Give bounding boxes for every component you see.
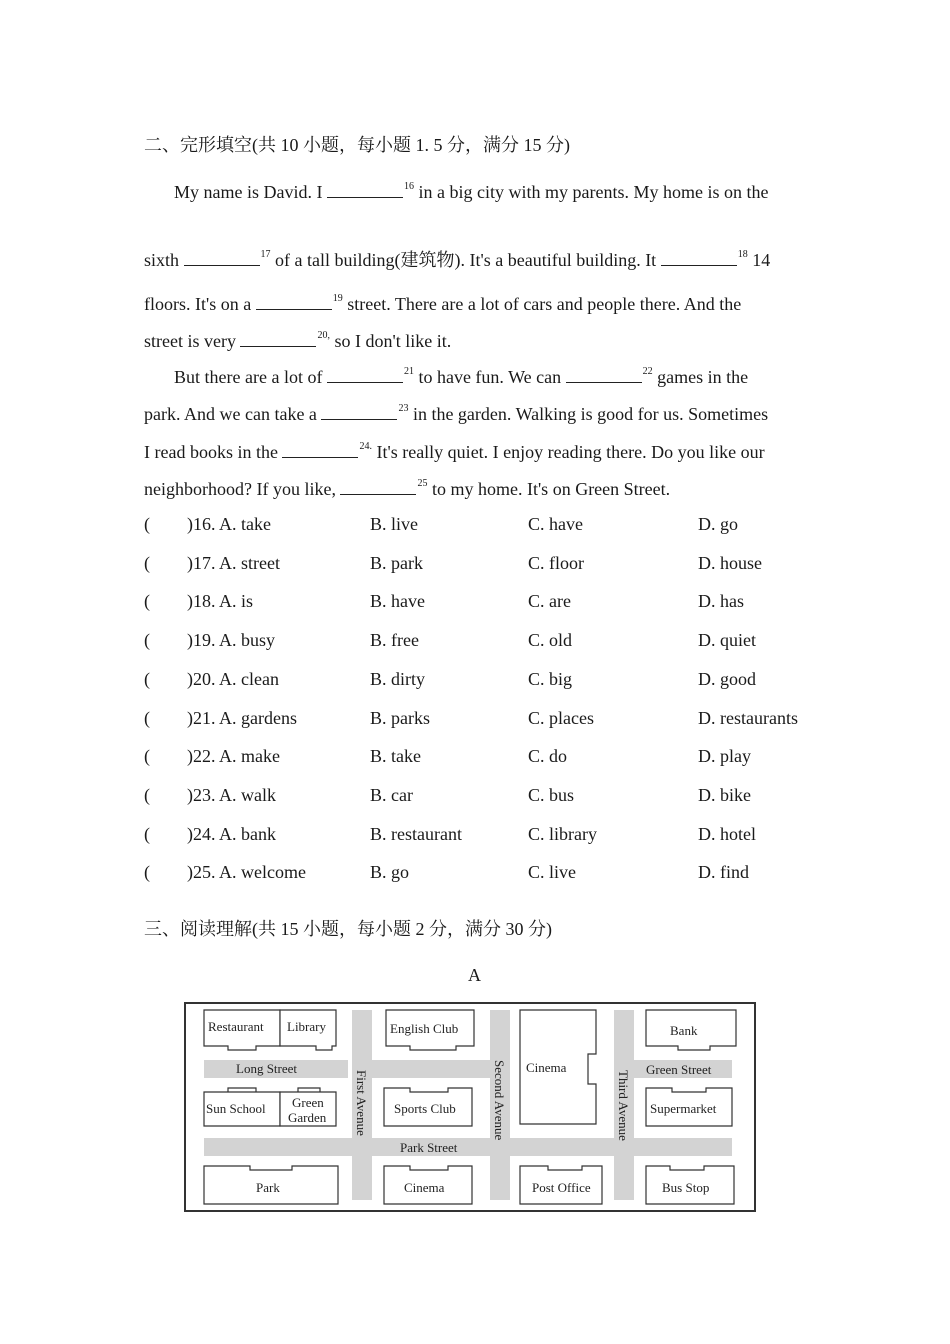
- answer-paren[interactable]: (: [144, 591, 150, 611]
- question-option-d: D. house: [698, 553, 762, 573]
- answer-blank: [327, 183, 403, 198]
- question-option-d: D. has: [698, 591, 744, 611]
- question-option-c: C. library: [528, 824, 597, 844]
- question-option-d: D. find: [698, 862, 749, 882]
- answer-blank: [321, 405, 397, 420]
- question-option-b: B. free: [370, 630, 419, 650]
- question-option-a: )21. A. gardens: [187, 708, 297, 728]
- question-option-c: C. big: [528, 669, 573, 689]
- question-option-b: B. have: [370, 591, 425, 611]
- green-street-label: Green Street: [646, 1062, 712, 1077]
- question-option-c: C. floor: [528, 553, 584, 573]
- answer-paren[interactable]: (: [144, 862, 150, 882]
- answer-paren[interactable]: (: [144, 746, 150, 766]
- question-option-a: )22. A. make: [187, 746, 280, 766]
- park-street-label: Park Street: [400, 1140, 458, 1155]
- bus-stop-label: Bus Stop: [662, 1180, 710, 1195]
- answer-paren[interactable]: (: [144, 824, 150, 844]
- question-option-d: D. hotel: [698, 824, 756, 844]
- answer-blank: [566, 368, 642, 383]
- first-avenue-label: First Avenue: [354, 1070, 369, 1136]
- question-option-c: C. old: [528, 630, 573, 650]
- cinema-bottom-label: Cinema: [404, 1180, 445, 1195]
- question-option-a: )18. A. is: [187, 591, 254, 611]
- neighborhood-map: [184, 1002, 756, 1212]
- question-option-c: C. places: [528, 708, 594, 728]
- answer-blank: [340, 480, 416, 495]
- second-avenue-label: Second Avenue: [492, 1060, 507, 1141]
- question-option-b: B. restaurant: [370, 824, 462, 844]
- green-garden-label-2: Garden: [288, 1110, 327, 1125]
- question-option-b: B. parks: [370, 708, 430, 728]
- question-option-c: C. bus: [528, 785, 575, 805]
- answer-paren[interactable]: (: [144, 669, 150, 689]
- cinema-top-label: Cinema: [526, 1060, 567, 1075]
- answer-blank: [240, 332, 316, 347]
- question-option-c: C. have: [528, 514, 583, 534]
- green-garden-label-1: Green: [292, 1095, 324, 1110]
- answer-paren[interactable]: (: [144, 785, 150, 805]
- question-option-b: B. live: [370, 514, 418, 534]
- answer-blank: [661, 251, 737, 266]
- question-option-c: C. live: [528, 862, 576, 882]
- passage-line: My name is David. I $^{16}$ in a big city with my parents. My home is on the: [174, 181, 769, 202]
- post-office-label: Post Office: [532, 1180, 591, 1195]
- answer-blank: [256, 295, 332, 310]
- answer-blank: [327, 368, 403, 383]
- question-option-d: D. restaurants: [698, 708, 798, 728]
- section-2-title: 二、完形填空(共 10 小题，每小题 1. 5 分，满分 15 分): [144, 135, 570, 155]
- question-option-b: B. take: [370, 746, 421, 766]
- passage-line: street is very $^{20,}$ so I don't like it.: [144, 330, 452, 351]
- question-option-b: B. go: [370, 862, 410, 882]
- passage-line: I read books in the $^{24.}$ It's really quiet. I enjoy reading there. Do you like our: [144, 441, 765, 462]
- bank-label: Bank: [670, 1023, 698, 1038]
- sun-school-label: Sun School: [206, 1101, 266, 1116]
- question-option-a: )25. A. welcome: [187, 862, 306, 882]
- long-street-ext: [372, 1060, 490, 1078]
- long-street-label: Long Street: [236, 1061, 298, 1076]
- answer-paren[interactable]: (: [144, 553, 150, 573]
- answer-paren[interactable]: (: [144, 630, 150, 650]
- map-svg: [184, 1002, 756, 1212]
- question-option-d: D. quiet: [698, 630, 756, 650]
- question-option-a: )16. A. take: [187, 514, 271, 534]
- question-option-b: B. dirty: [370, 669, 426, 689]
- question-option-b: B. park: [370, 553, 423, 573]
- question-option-c: C. are: [528, 591, 571, 611]
- question-option-d: D. good: [698, 669, 756, 689]
- question-option-a: )20. A. clean: [187, 669, 279, 689]
- answer-blank: [282, 443, 358, 458]
- supermarket-label: Supermarket: [650, 1101, 717, 1116]
- answer-blank: [184, 251, 260, 266]
- english-club-label: English Club: [390, 1021, 459, 1036]
- passage-line: floors. It's on a $^{19}$ street. There are a lot of cars and people there. And the: [144, 293, 742, 314]
- answer-paren[interactable]: (: [144, 514, 150, 534]
- answer-paren[interactable]: (: [144, 708, 150, 728]
- park-street: [204, 1138, 732, 1156]
- question-option-c: C. do: [528, 746, 568, 766]
- passage-label: A: [468, 965, 481, 985]
- sports-club-label: Sports Club: [394, 1101, 456, 1116]
- passage-line: But there are a lot of $^{21}$ to have fun. We can $^{22}$ games in the: [174, 366, 749, 387]
- question-option-a: )17. A. street: [187, 553, 280, 573]
- question-option-a: )19. A. busy: [187, 630, 276, 650]
- passage-line: neighborhood? If you like, $^{25}$ to my home. It's on Green Street.: [144, 478, 671, 499]
- restaurant-label: Restaurant: [208, 1019, 264, 1034]
- question-option-a: )23. A. walk: [187, 785, 276, 805]
- question-option-d: D. play: [698, 746, 751, 766]
- section-3-title: 三、阅读理解(共 15 小题，每小题 2 分，满分 30 分): [144, 919, 552, 939]
- question-option-d: D. go: [698, 514, 738, 534]
- library-label: Library: [287, 1019, 326, 1034]
- third-avenue-label: Third Avenue: [616, 1070, 631, 1141]
- passage-line: park. And we can take a $^{23}$ in the garden. Walking is good for us. Sometimes: [144, 403, 769, 424]
- park-label: Park: [256, 1180, 280, 1195]
- passage-line: sixth $^{17}$ of a tall building(建筑物). It's a beautiful building. It $^{18}$ 14: [144, 249, 771, 270]
- question-option-b: B. car: [370, 785, 413, 805]
- question-option-d: D. bike: [698, 785, 751, 805]
- question-option-a: )24. A. bank: [187, 824, 276, 844]
